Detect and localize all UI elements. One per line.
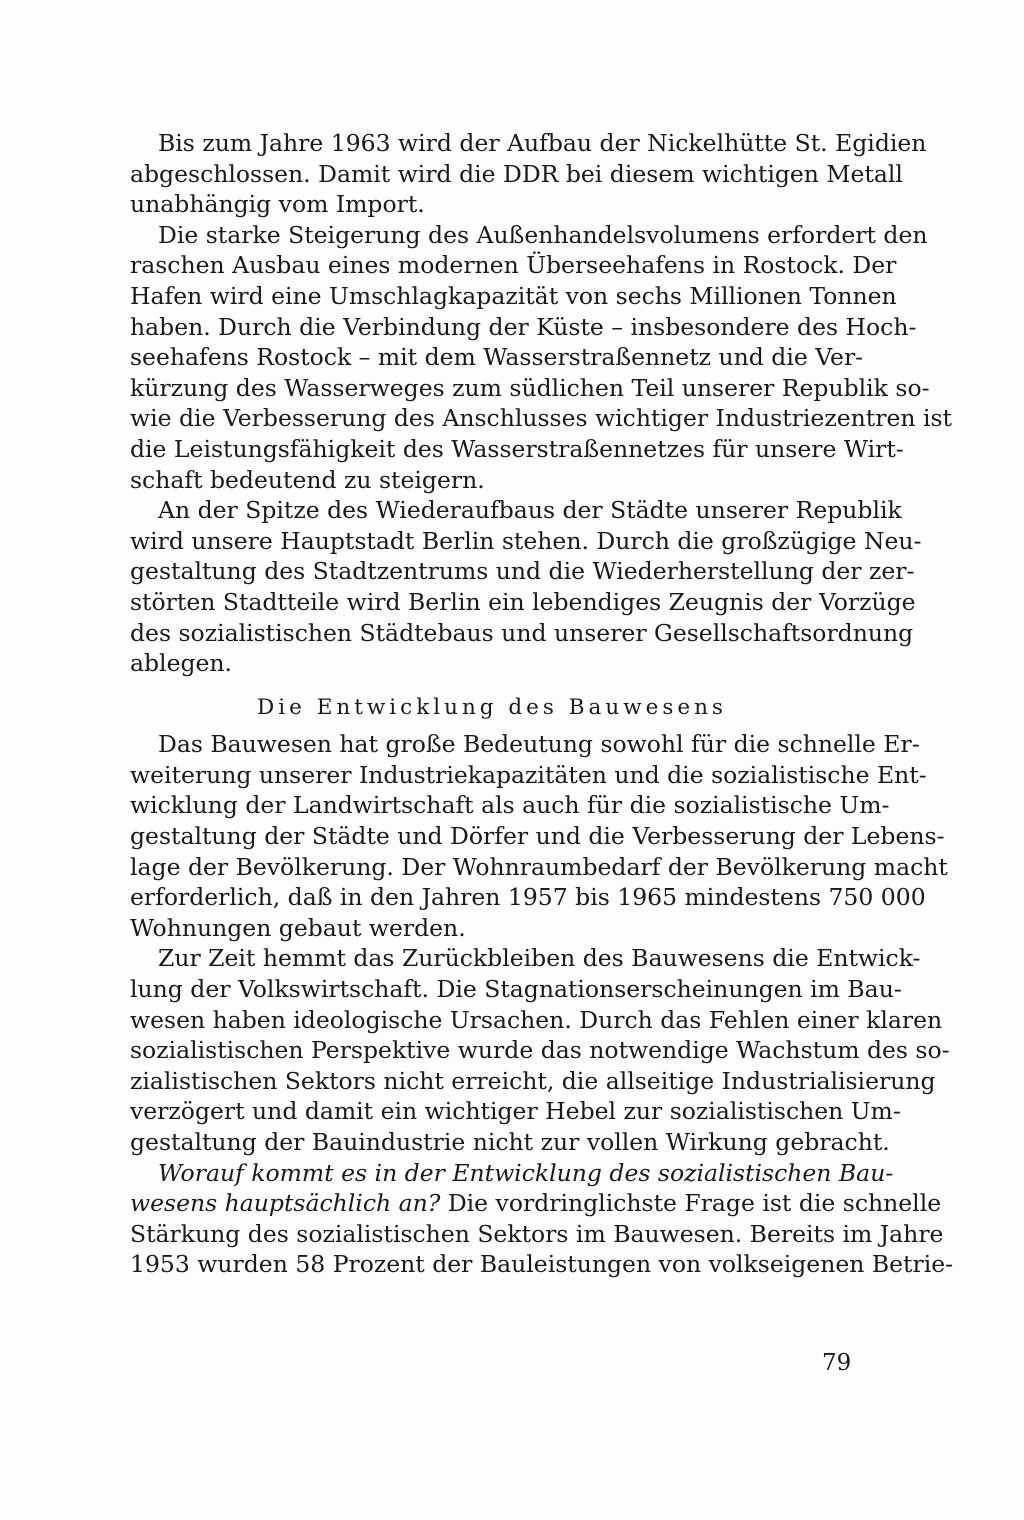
paragraph-hafen	[130, 220, 952, 495]
text-line: erforderlich, daß in den Jahren 1957 bis 1965 mindestens 750 000	[130, 883, 926, 912]
text-line: lung der Volkswirtschaft. Die Stagnationserscheinungen im Bau-	[130, 975, 902, 1004]
text-line: kürzung des Wasserweges zum südlichen Teil unserer Republik so-	[130, 373, 930, 402]
text-line: Stärkung des sozialistischen Sektors im Bauwesen. Bereits im Jahre	[130, 1219, 944, 1248]
body-text	[130, 128, 954, 1280]
text-line: ablegen.	[130, 649, 233, 678]
text-line: wird unsere Hauptstadt Berlin stehen. Durch die großzügige Neu-	[130, 526, 922, 555]
text-line: des sozialistischen Städtebaus und unserer Gesellschaftsordnung	[130, 618, 914, 647]
text-line: gestaltung der Städte und Dörfer und die Verbesserung der Lebens-	[130, 822, 945, 851]
paragraph-nickel	[130, 128, 927, 220]
paragraph-bauwesen	[130, 729, 948, 943]
text-line: verzögert und damit ein wichtiger Hebel zur sozialistischen Um-	[130, 1097, 901, 1126]
section-heading: Die Entwicklung des Bauwesens	[257, 694, 727, 720]
text-line: seehafens Rostock – mit dem Wasserstraßennetz und die Ver-	[130, 343, 864, 372]
text-line: sozialistischen Perspektive wurde das notwendige Wachstum des so-	[130, 1036, 950, 1065]
paragraph-berlin	[130, 495, 922, 679]
paragraph-stagnation	[130, 943, 950, 1157]
text-line: gestaltung des Stadtzentrums und die Wiederherstellung der zer-	[130, 557, 915, 586]
text-line: Die starke Steigerung des Außenhandelsvolumens erfordert den	[158, 220, 928, 249]
text-line: Zur Zeit hemmt das Zurückbleiben des Bauwesens die Entwick-	[158, 944, 921, 973]
text-line: Das Bauwesen hat große Bedeutung sowohl für die schnelle Er-	[158, 730, 920, 759]
text-line: wicklung der Landwirtschaft als auch für die sozialistische Um-	[130, 791, 890, 820]
text-line: abgeschlossen. Damit wird die DDR bei diesem wichtigen Metall	[130, 159, 903, 188]
text-line: haben. Durch die Verbindung der Küste – insbesondere des Hoch-	[130, 312, 917, 341]
text-line: Worauf kommt es in der Entwicklung des sozialistischen Bau-	[158, 1158, 894, 1187]
text-line: unabhängig vom Import.	[130, 190, 425, 219]
page-number: 79	[822, 1350, 852, 1376]
text-fragment: Die vordringlichste Frage ist die schnelle	[440, 1189, 942, 1218]
text-line: wesen haben ideologische Ursachen. Durch das Fehlen einer klaren	[130, 1005, 943, 1034]
text-line	[130, 1188, 942, 1219]
text-line: raschen Ausbau eines modernen Überseehafens in Rostock. Der	[130, 251, 897, 280]
text-line: Wohnungen gebaut werden.	[130, 913, 466, 942]
text-line: schaft bedeutend zu steigern.	[130, 465, 485, 494]
text-line: zialistischen Sektors nicht erreicht, die allseitige Industrialisierung	[130, 1066, 936, 1095]
text-line: An der Spitze des Wiederaufbaus der Städte unserer Republik	[158, 496, 902, 525]
paragraph-worauf	[130, 1158, 954, 1280]
text-line: weiterung unserer Industriekapazitäten und die sozialistische Ent-	[130, 760, 927, 789]
text-line: Bis zum Jahre 1963 wird der Aufbau der Nickelhütte St. Egidien	[158, 129, 927, 157]
text-line: die Leistungsfähigkeit des Wasserstraßennetzes für unsere Wirt-	[130, 434, 904, 463]
text-line: lage der Bevölkerung. Der Wohnraumbedarf der Bevölkerung macht	[130, 852, 948, 881]
text-line: störten Stadtteile wird Berlin ein lebendiges Zeugnis der Vorzüge	[130, 587, 916, 616]
text-line: Hafen wird eine Umschlagkapazität von sechs Millionen Tonnen	[130, 281, 897, 310]
italic-question: wesens hauptsächlich an?	[130, 1189, 441, 1218]
text-line: wie die Verbesserung des Anschlusses wichtiger Industriezentren ist	[130, 404, 952, 433]
text-line: 1953 wurden 58 Prozent der Bauleistungen von volkseigenen Betrie-	[130, 1250, 954, 1279]
text-line: gestaltung der Bauindustrie nicht zur vollen Wirkung gebracht.	[130, 1128, 890, 1156]
